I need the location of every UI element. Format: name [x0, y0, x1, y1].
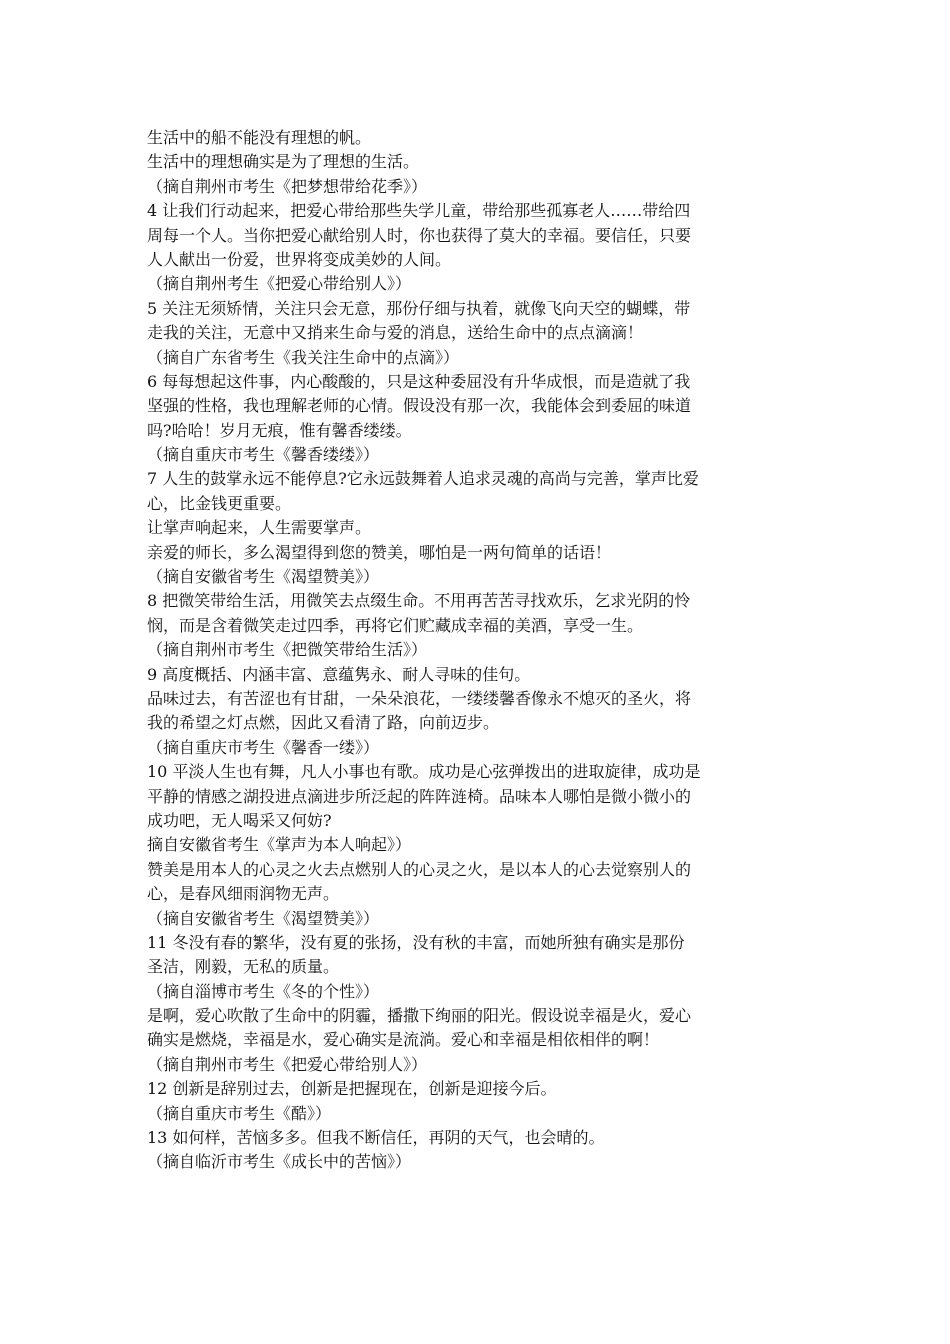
document-body	[147, 126, 807, 1175]
citation-line: 摘自安徽省考生《掌声为本人响起》）	[147, 835, 412, 855]
text-line: 品味过去，有苦涩也有甘甜，一朵朵浪花，一缕缕馨香像永不熄灭的圣火，将	[147, 688, 692, 708]
text-line: 是啊，爱心吹散了生命中的阴霾，播撒下绚丽的阳光。假设说幸福是火，爱心	[147, 1006, 692, 1026]
text-line: 7 人生的鼓掌永远不能停息?它永远鼓舞着人追求灵魂的高尚与完善，掌声比爱	[147, 469, 699, 489]
text-line: 走我的关注，无意中又捎来生命与爱的消息，送给生命中的点点滴滴！	[147, 323, 644, 343]
text-line: 我的希望之灯点燃，因此又看清了路，向前迈步。	[147, 713, 500, 733]
citation-line: （摘自重庆市考生《馨香一缕》）	[147, 737, 380, 757]
citation-line: （摘自淄博市考生《冬的个性》）	[147, 981, 380, 1001]
text-line: 周每一个人。当你把爱心献给别人时，你也获得了莫大的幸福。要信任，只要	[147, 225, 692, 245]
text-line: 亲爱的师长，多么渴望得到您的赞美，哪怕是一两句简单的话语！	[147, 542, 612, 562]
text-line: 12 创新是辞别过去，创新是把握现在，创新是迎接今后。	[147, 1079, 557, 1099]
citation-line: （摘自荆州考生《把爱心带给别人》）	[147, 274, 412, 294]
text-line: 10 平淡人生也有舞，凡人小事也有歌。成功是心弦弹拨出的进取旋律，成功是	[147, 762, 701, 782]
text-line: 悯，而是含着微笑走过四季，再将它们贮藏成幸福的美酒，享受一生。	[147, 615, 644, 635]
citation-line: （摘自重庆市考生《酷》）	[147, 1103, 332, 1123]
citation-line: （摘自荆州市考生《把微笑带给生活》）	[147, 640, 428, 660]
text-line: 赞美是用本人的心灵之火去点燃别人的心灵之火，是以本人的心去觉察别人的	[147, 859, 692, 879]
text-line: 心，是春风细雨润物无声。	[147, 884, 340, 904]
text-line: 9 高度概括、内涵丰富、意蕴隽永、耐人寻味的佳句。	[147, 664, 531, 684]
text-line: 生活中的理想确实是为了理想的生活。	[147, 152, 420, 172]
text-line: 坚强的性格，我也理解老师的心情。假设没有那一次，我能体会到委屈的味道	[147, 396, 692, 416]
text-line: 成功吧，无人喝采又何妨?	[147, 810, 332, 830]
text-line: 吗?哈哈！岁月无痕，惟有馨香缕缕。	[147, 420, 412, 440]
text-line: 心，比金钱更重要。	[147, 493, 292, 513]
citation-line: （摘自广东省考生《我关注生命中的点滴》）	[147, 347, 460, 367]
text-line: 13 如何样，苦恼多多。但我不断信任，再阴的天气，也会晴的。	[147, 1128, 605, 1148]
text-line: 生活中的船不能没有理想的帆。	[147, 128, 372, 147]
citation-line: （摘自安徽省考生《渴望赞美》）	[147, 567, 380, 587]
text-line: 让掌声响起来，人生需要掌声。	[147, 518, 372, 538]
citation-line: （摘自临沂市考生《成长中的苦恼》）	[147, 1152, 412, 1172]
text-line: 11 冬没有春的繁华，没有夏的张扬，没有秋的丰富，而她所独有确实是那份	[147, 932, 685, 952]
citation-line: （摘自重庆市考生《馨香缕缕》）	[147, 445, 380, 465]
text-line: 6 每每想起这件事，内心酸酸的，只是这种委屈没有升华成恨，而是造就了我	[147, 371, 691, 391]
text-line: 人人献出一份爱，世界将变成美妙的人间。	[147, 249, 452, 269]
citation-line: （摘自荆州市考生《把爱心带给别人》）	[147, 1054, 428, 1074]
citation-line: （摘自荆州市考生《把梦想带给花季》）	[147, 176, 428, 196]
text-line: 8 把微笑带给生活，用微笑去点缀生命。不用再苦苦寻找欢乐，乞求光阴的怜	[147, 591, 691, 611]
citation-line: （摘自安徽省考生《渴望赞美》）	[147, 908, 380, 928]
text-line: 5 关注无须矫情，关注只会无意，那份仔细与执着，就像飞向天空的蝴蝶，带	[147, 298, 691, 318]
text-line: 圣洁，刚毅，无私的质量。	[147, 957, 340, 977]
text-line: 确实是燃烧，幸福是水，爱心确实是流淌。爱心和幸福是相依相伴的啊！	[147, 1030, 660, 1050]
text-line: 4 让我们行动起来，把爱心带给那些失学儿童，带给那些孤寡老人……带给四	[147, 201, 691, 221]
text-line: 平静的情感之湖投进点滴进步所泛起的阵阵涟椅。品味本人哪怕是微小微小的	[147, 786, 692, 806]
